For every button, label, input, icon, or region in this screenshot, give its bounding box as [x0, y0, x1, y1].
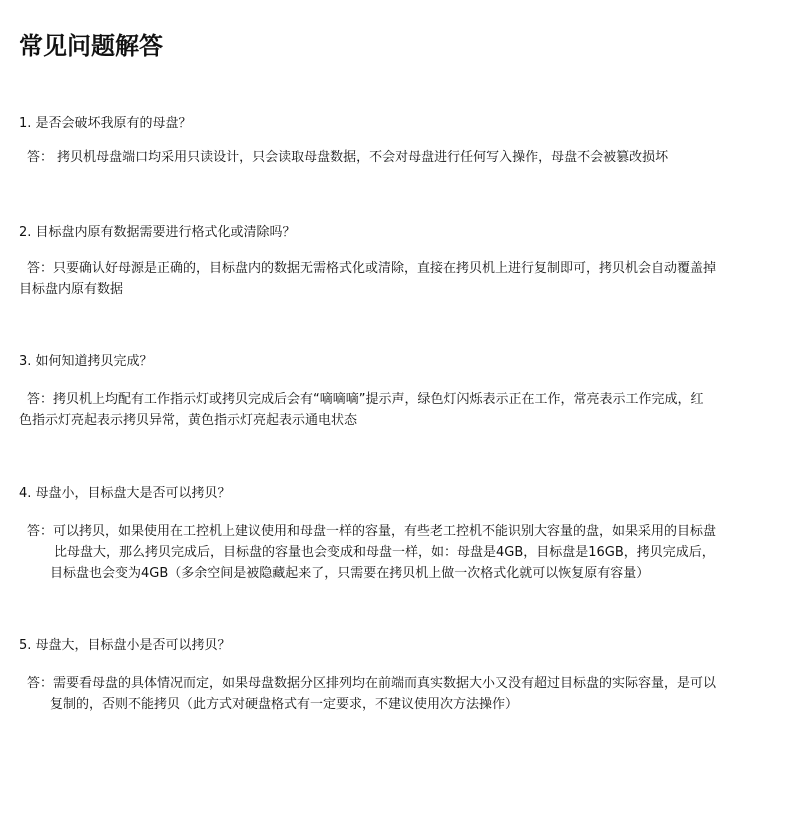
- faq-question-2: 2. 目标盘内原有数据需要进行格式化或清除吗？: [19, 225, 296, 240]
- faq-answer-2-line-2: 目标盘内原有数据: [19, 282, 124, 297]
- faq-question-5: 5. 母盘大，目标盘小是否可以拷贝？: [19, 638, 231, 653]
- faq-answer-5-line-2: 复制的，否则不能拷贝（此方式对硬盘格式有一定要求，不建议使用次方法操作）: [50, 697, 519, 712]
- faq-answer-3-line-1: 答：拷贝机上均配有工作指示灯或拷贝完成后会有“嘀嘀嘀”提示声，绿色灯闪烁表示正在工作，常亮表示工作完成，红: [27, 392, 704, 407]
- faq-question-3: 3. 如何知道拷贝完成？: [19, 354, 153, 369]
- faq-answer-3-line-2: 色指示灯亮起表示拷贝异常，黄色指示灯亮起表示通电状态: [19, 413, 358, 428]
- faq-answer-4-line-1: 答：可以拷贝，如果使用在工控机上建议使用和母盘一样的容量，有些老工控机不能识别大容量的盘，如果采用的目标盘: [27, 524, 717, 539]
- faq-answer-2-line-1: 答：只要确认好母源是正确的，目标盘内的数据无需格式化或清除，直接在拷贝机上进行复制即可，拷贝机会自动覆盖掉: [27, 261, 717, 276]
- faq-answer-5-line-1: 答：需要看母盘的具体情况而定，如果母盘数据分区排列均在前端而真实数据大小又没有超过目标盘的实际容量，是可以: [27, 676, 717, 691]
- faq-question-1: 1. 是否会破坏我原有的母盘？: [19, 116, 192, 131]
- page-title: 常见问题解答: [19, 32, 163, 60]
- faq-answer-1-line-1: 答： 拷贝机母盘端口均采用只读设计，只会读取母盘数据，不会对母盘进行任何写入操作，母盘不会被篡改损坏: [27, 150, 669, 165]
- faq-answer-4-line-2: 比母盘大，那么拷贝完成后，目标盘的容量也会变成和母盘一样，如：母盘是4GB，目标盘是16GB，拷贝完成后，: [54, 545, 715, 560]
- faq-answer-4-line-3: 目标盘也会变为4GB（多余空间是被隐藏起来了，只需要在拷贝机上做一次格式化就可以恢复原有容量）: [50, 566, 650, 581]
- faq-question-4: 4. 母盘小，目标盘大是否可以拷贝？: [19, 486, 231, 501]
